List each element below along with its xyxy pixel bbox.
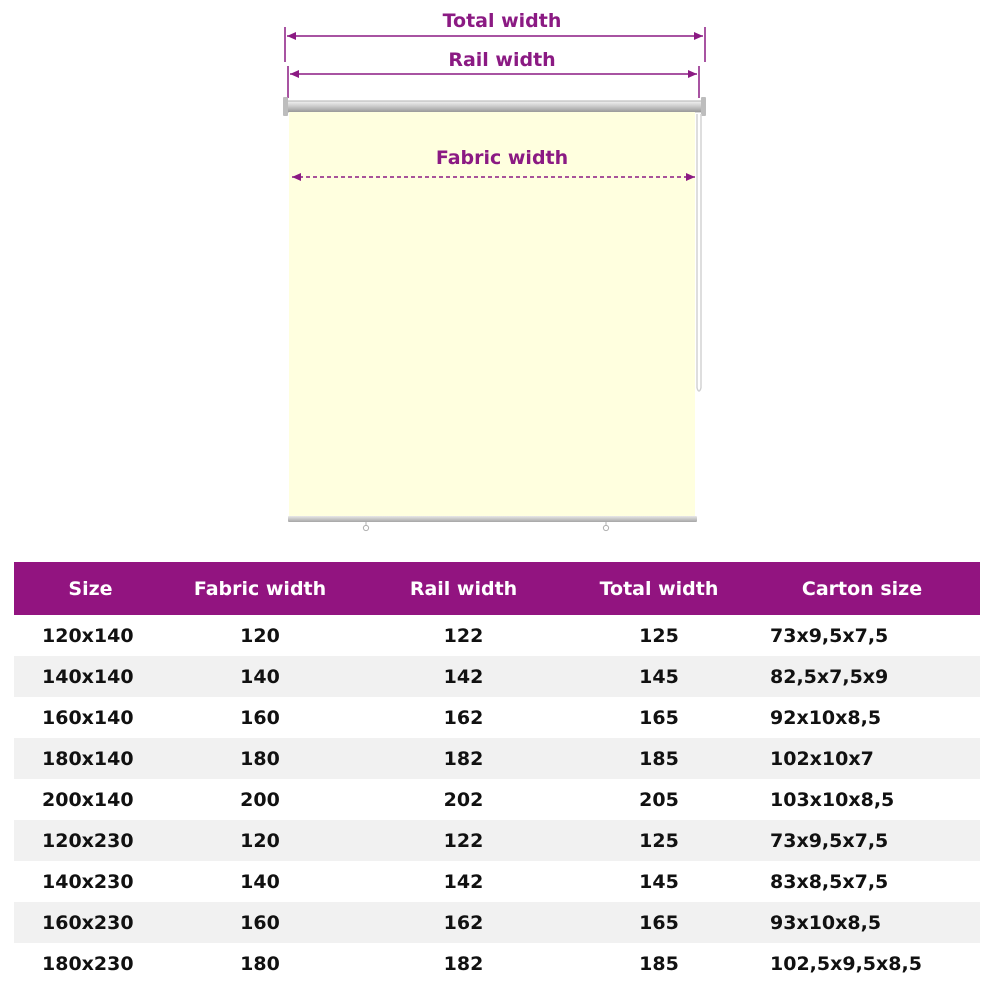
cell-size: 120x230 (14, 820, 167, 861)
table-row (14, 738, 980, 779)
cell-total-width: 185 (639, 952, 679, 975)
cell-fabric-width: 140 (167, 656, 353, 697)
cell-fabric-width: 180 (240, 952, 280, 975)
table-row (14, 820, 980, 861)
cell-rail-width: 162 (443, 706, 484, 729)
table-row (14, 697, 980, 738)
cell-fabric-width: 120 (240, 624, 280, 647)
cell-carton-size: 73x9,5x7,5 (744, 820, 980, 861)
rail-width-dimension (288, 49, 699, 98)
fabric-panel (289, 112, 695, 518)
cell-total-width: 165 (639, 706, 679, 729)
cell-rail-width: 182 (353, 738, 574, 779)
cell-carton-size: 73x9,5x7,5 (770, 624, 889, 647)
cell-size: 160x230 (14, 902, 167, 943)
table-row (14, 861, 980, 902)
cell-rail-width: 122 (353, 820, 574, 861)
header-rail-width: Rail width (353, 562, 574, 615)
cell-total-width: 125 (574, 820, 744, 861)
cell-size: 180x230 (42, 952, 134, 975)
table-row (14, 615, 980, 656)
cell-carton-size: 103x10x8,5 (770, 788, 895, 811)
cell-carton-size: 102,5x9,5x8,5 (770, 952, 922, 975)
cell-size: 160x140 (42, 706, 134, 729)
cell-carton-size: 82,5x7,5x9 (744, 656, 980, 697)
cell-size: 140x140 (14, 656, 167, 697)
header-total-width: Total width (574, 562, 744, 615)
size-specification-table (14, 562, 980, 984)
pull-chain (697, 114, 701, 391)
cell-rail-width: 122 (443, 624, 484, 647)
cell-rail-width: 142 (353, 656, 574, 697)
cell-fabric-width: 140 (240, 870, 280, 893)
total-width-label: Total width (442, 10, 562, 32)
cell-total-width: 145 (639, 870, 679, 893)
table-row (14, 902, 980, 943)
cell-rail-width: 202 (443, 788, 484, 811)
cell-total-width: 125 (639, 624, 679, 647)
cell-carton-size: 92x10x8,5 (770, 706, 882, 729)
header-fabric-width: Fabric width (167, 562, 353, 615)
header-carton-size: Carton size (744, 562, 980, 615)
table-row (14, 943, 980, 984)
rail-width-label: Rail width (448, 49, 556, 71)
cell-fabric-width: 200 (240, 788, 280, 811)
cell-total-width: 165 (574, 902, 744, 943)
cell-total-width: 205 (639, 788, 679, 811)
cell-carton-size: 83x8,5x7,5 (770, 870, 889, 893)
cell-size: 120x140 (42, 624, 134, 647)
table-row (14, 779, 980, 820)
cell-size: 140x230 (42, 870, 134, 893)
cell-rail-width: 162 (353, 902, 574, 943)
cell-size: 180x140 (14, 738, 167, 779)
cell-total-width: 145 (574, 656, 744, 697)
cell-fabric-width: 160 (167, 902, 353, 943)
table-header-row (14, 562, 980, 615)
header-size: Size (14, 562, 167, 615)
cell-carton-size: 102x10x7 (744, 738, 980, 779)
cell-total-width: 185 (574, 738, 744, 779)
cell-fabric-width: 120 (167, 820, 353, 861)
cell-size: 200x140 (42, 788, 134, 811)
cell-rail-width: 182 (443, 952, 484, 975)
bottom-bar (288, 516, 697, 531)
cell-carton-size: 93x10x8,5 (744, 902, 980, 943)
cell-rail-width: 142 (443, 870, 484, 893)
fabric-width-label: Fabric width (435, 147, 569, 169)
cell-fabric-width: 180 (167, 738, 353, 779)
cell-fabric-width: 160 (240, 706, 280, 729)
table-row (14, 656, 980, 697)
